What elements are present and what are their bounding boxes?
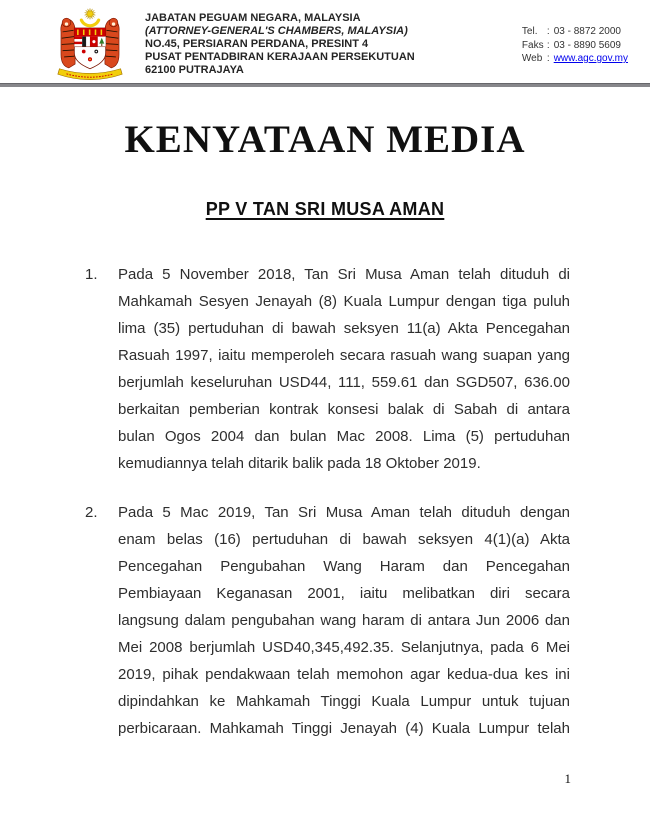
contact-faks	[522, 39, 628, 53]
document-body	[85, 261, 570, 742]
tel-colon: :	[546, 26, 550, 37]
org-line: JABATAN PEGUAM NEGARA, MALAYSIA	[145, 12, 361, 24]
paragraph-line: Pada 5 Mac 2019, Tan Sri Musa Aman telah dituduh dengan	[118, 504, 570, 521]
paragraph-line: lima (35) pertuduhan di bawah seksyen 11(a) Akta Pencegahan	[118, 320, 570, 337]
crest-star	[85, 8, 96, 19]
page-number: 1	[564, 771, 571, 786]
tel-label: Tel.	[521, 26, 538, 37]
contact-info	[522, 6, 628, 66]
paragraph-line: Mei 2008 berjumlah USD40,345,492.35. Selanjutnya, pada 6 Mei	[118, 639, 570, 656]
agc-website-link[interactable]: www.agc.gov.my	[553, 53, 628, 64]
case-title: PP V TAN SRI MUSA AMAN	[205, 199, 445, 219]
crest-tiger-left	[61, 18, 75, 68]
org-line: 62100 PUTRAJAYA	[145, 64, 244, 76]
paragraph-2	[85, 499, 570, 742]
paragraph-line: kemudiannya telah ditarik balik pada 18 Oktober 2019.	[118, 455, 481, 472]
crest-crescent	[81, 20, 98, 26]
paragraph-line: Pada 5 November 2018, Tan Sri Musa Aman telah dituduh di	[118, 266, 570, 283]
web-colon: :	[546, 53, 550, 64]
paragraph-line: langsung dalam pengubahan wang haram di antara Jun 2006 dan	[118, 612, 570, 629]
document-title: KENYATAAN MEDIA	[124, 118, 526, 161]
paragraph-line: bulan Ogos 2004 dan bulan Mac 2008. Lima (5) pertuduhan	[118, 428, 570, 445]
paragraph-text	[118, 261, 570, 477]
crest-tiger-right	[105, 18, 119, 68]
faks-colon: :	[546, 39, 550, 51]
crest-banner	[58, 69, 122, 80]
paragraph-line: Mahkamah Sesyen Jenayah (8) Kuala Lumpur dengan tiga puluh	[118, 293, 570, 310]
faks-label: Faks	[521, 39, 544, 51]
paragraph-line: perbicaraan. Mahkamah Tinggi Jenayah (4) Kuala Lumpur telah	[118, 720, 570, 737]
paragraph-line: berkaitan pemberian kontrak konsesi balak di Sabah di antara	[118, 401, 570, 418]
org-line: NO.45, PERSIARAN PERDANA, PRESINT 4	[145, 38, 369, 50]
tel-value: 03 - 8872 2000	[553, 26, 621, 37]
org-line: (ATTORNEY-GENERAL'S CHAMBERS, MALAYSIA)	[145, 25, 408, 37]
org-address-block	[145, 6, 415, 77]
org-line: PUSAT PENTADBIRAN KERAJAAN PERSEKUTUAN	[145, 51, 415, 63]
contact-web	[522, 52, 628, 66]
paragraph-number: 2.	[85, 504, 98, 521]
letterhead	[0, 0, 650, 83]
contact-tel	[522, 25, 628, 39]
paragraph-line: Rasuah 1997, iaitu memperoleh secara rasuah wang suapan yang	[118, 347, 570, 364]
paragraph-line: 2019, pihak pendakwaan telah memohon agar kedua-dua kes ini	[118, 666, 570, 683]
paragraph-text	[118, 499, 570, 742]
malaysia-coat-of-arms-logo	[50, 6, 130, 86]
crest-shield	[74, 28, 105, 69]
paragraph-line: Pencegahan Pengubahan Wang Haram dan Pencegahan	[118, 558, 570, 575]
paragraph-1	[85, 261, 570, 477]
paragraph-line: Pembiayaan Keganasan 2001, iaitu melibatkan diri secara	[118, 585, 570, 602]
paragraph-line: enam belas (16) pertuduhan di bawah seksyen 4(1)(a) Akta	[118, 531, 570, 548]
case-title-wrap	[0, 197, 650, 221]
faks-value: 03 - 8890 5609	[553, 39, 621, 51]
paragraph-line: berjumlah keseluruhan USD44, 111, 559.61 dan SGD507, 636.00	[118, 374, 570, 391]
paragraph-line: dipindahkan ke Mahkamah Tinggi Kuala Lumpur untuk tujuan	[118, 693, 570, 710]
web-label: Web	[521, 53, 543, 64]
paragraph-number: 1.	[85, 266, 98, 283]
